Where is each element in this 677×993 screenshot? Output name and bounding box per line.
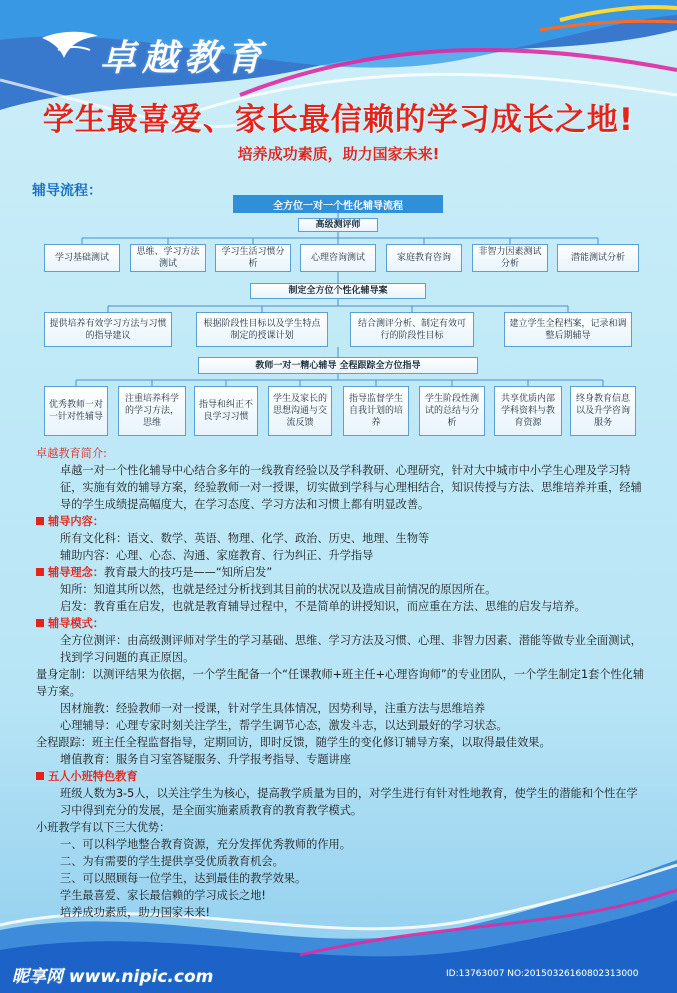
flow-level2-item: 结合测评分析、制定有效可行的阶段性目标: [350, 312, 474, 347]
flow-level3-item: 优秀教师一对一针对性辅导: [44, 386, 108, 436]
flow-level3-title: 教师一对一精心辅导 全程跟踪全方位指导: [198, 357, 478, 374]
bullet-square-icon: [36, 619, 44, 627]
mode-line: 因材施教：经验教师一对一授课，针对学生具体情况，因势利导，注重方法与思维培养: [60, 702, 486, 715]
flow-level3-item: 学生阶段性测试的总结与分析: [419, 386, 485, 436]
brand-logo-icon: [40, 28, 100, 72]
small-class-line: 学生最喜爱、家长最信赖的学习成长之地!: [60, 889, 266, 902]
flow-level2-item: 提供培养有效学习方法与习惯的指导建议: [44, 312, 172, 347]
small-class-line: 班级人数为3-5人，以关注学生为核心，提高教学质量为目的，对学生进行有针对性地教育，使学生的潜能和个性在学习中得到充分的发展，是全面实施素质教育的教育教学模式。: [60, 787, 638, 817]
mode-line: 量身定制：以测评结果为依据，一个学生配备一个“任课教师+班主任+心理咨询师”的专业团队，一个学生制定1套个性化辅导方案。: [36, 668, 645, 698]
flow-level1-item: 学习基础测试: [44, 244, 120, 272]
content-title: 辅导内容：: [48, 515, 104, 528]
content-line: 所有文化科：语文、数学、英语、物理、化学、政治、历史、地理、生物等: [60, 532, 430, 545]
flow-level3-item: 注重培养科学的学习方法，思维: [118, 386, 186, 436]
bullet-square-icon: [36, 568, 44, 576]
flow-level2-item: 根据阶段性目标以及学生特点制定的授课计划: [196, 312, 328, 347]
mode-line: 全方位测评：由高级测评师对学生的学习基础、思维、学习方法及习惯、心理、非智力因素、潜能等做专业全面测试，找到学习问题的真正原因。: [60, 634, 642, 664]
flow-level1-item: 家庭教育咨询: [386, 244, 462, 272]
small-class-line: 小班教学有以下三大优势：: [36, 821, 171, 834]
flow-level1-item: 思维、学习方法测试: [130, 244, 206, 272]
bullet-square-icon: [36, 517, 44, 525]
flow-level2-item: 建立学生全程档案，记录和调整后期辅导: [504, 312, 632, 347]
mode-line: 心理辅导：心理专家时刻关注学生，帮学生调节心态，激发斗志，以达到最好的学习状态。: [60, 719, 508, 732]
flow-section-title: 辅导流程：: [32, 183, 102, 199]
small-class-line: 三、可以照顾每一位学生，达到最佳的教学效果。: [60, 872, 307, 885]
flow-level1-item: 非智力因素测试分析: [472, 244, 548, 272]
mode-title: 辅导模式：: [48, 617, 104, 630]
concept-title: 辅导理念：: [48, 566, 104, 579]
small-class-title: 五人小班特色教育: [48, 770, 138, 783]
flow-level3-item: 共享优质内部学科资料与教育资源: [494, 386, 562, 436]
small-class-line: 二、为有需要的学生提供享受优质教育机会。: [60, 855, 284, 868]
content-line: 辅助内容：心理、心态、沟通、家庭教育、行为纠正、升学指导: [60, 549, 374, 562]
flow-banner: 全方位一对一个性化辅导流程: [233, 195, 443, 213]
intro-title: 卓越教育简介:: [36, 447, 107, 460]
concept-line: 启发：教育重在启发，也就是教育辅导过程中，不是简单的讲授知识，而应重在方法、思维的启发与培养。: [60, 600, 586, 613]
mode-line: 全程跟踪：班主任全程监督指导，定期回访，即时反馈，随学生的变化修订辅导方案，以取得最佳效果。: [36, 736, 551, 749]
mode-line: 增值教育：服务自习室答疑服务、升学报考指导、专题讲座: [60, 753, 351, 766]
flow-level1-title: 高级测评师: [298, 218, 378, 232]
flow-level3-item: 学生及家长的思想沟通与交流反馈: [268, 386, 332, 436]
watermark-id: ID:13763007 NO:20150326160802313000: [446, 969, 639, 979]
flow-level1-item: 潜能测试分析: [557, 244, 639, 272]
intro-body: 卓越一对一个性化辅导中心结合多年的一线教育经验以及学科教研、心理研究，针对大中城市中小学生心理及学习特征，实施有效的辅导方案，经验教师一对一授课，切实做到学科与心理相结合，知识传授与方法、思维培养并重，经辅导的学生成绩提高幅度大，在学习态度、学习方法和习惯上都有明显改善。: [60, 464, 642, 511]
page-headline: 学生最喜爱、家长最信赖的学习成长之地!: [42, 102, 635, 138]
body-text: [36, 445, 648, 921]
small-class-line: 培养成功素质，助力国家未来!: [60, 906, 210, 919]
flow-level2-title: 制定全方位个性化辅导案: [250, 283, 426, 299]
watermark-site: 昵享网 www.nipic.com: [12, 967, 214, 987]
concept-line: 知所：知道其所以然，也就是经过分析找到其目前的状况以及造成目前情况的原因所在。: [60, 583, 497, 596]
flow-level3-item: 终身教育信息以及升学咨询服务: [570, 386, 636, 436]
flow-level3-item: 指导和纠正不良学习习惯: [194, 386, 258, 436]
bullet-square-icon: [36, 772, 44, 780]
small-class-line: 一、可以科学地整合教育资源，充分发挥优秀教师的作用。: [60, 838, 351, 851]
brand-name: 卓越教育: [100, 37, 269, 79]
flow-level1-item: 学习生活习惯分析: [215, 244, 291, 272]
page-subheadline: 培养成功素质，助力国家未来!: [237, 145, 440, 163]
concept-title-tail: 教育最大的技巧是——“知所启发”: [103, 566, 273, 579]
flow-level3-item: 指导监督学生自我计划的培养: [343, 386, 409, 436]
flow-level1-item: 心理咨询测试: [300, 244, 376, 272]
